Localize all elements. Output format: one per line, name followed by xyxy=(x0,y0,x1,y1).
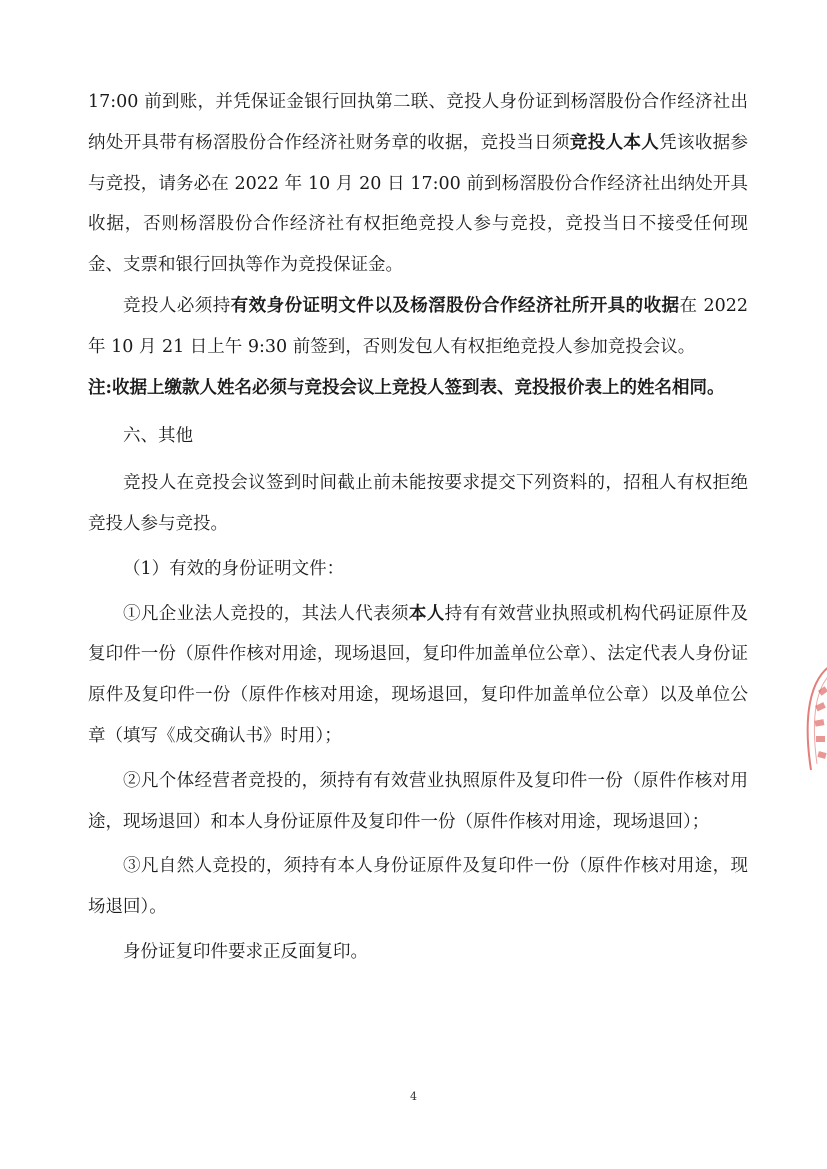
item-individual-business: ②凡个体经营者竞投的，须持有有效营业执照原件及复印件一份（原件作核对用途，现场退回）和本人身份证原件及复印件一份（原件作核对用途，现场退回）； xyxy=(88,770,748,832)
note-paragraph: 注:收据上缴款人姓名必须与竞投会议上竞投人签到表、竞投报价表上的姓名相同。 xyxy=(88,377,725,398)
deposit-bold-text: 竞投人本人 xyxy=(569,132,660,153)
enterprise-text-b: 持有有效营业执照或机构代码证原件及复印件一份（原件作核对用途，现场退回，复印件加盖单位公章）、法定代表人身份证原件及复印件一份（原件作核对用途，现场退回，复印件加盖单位公章）以及单位公章（填写《成交确认书》时用）； xyxy=(88,603,749,746)
deposit-text-a: 17:00 前到账，并凭保证金银行回执第二联、竞投人身份证到杨滘股份合作经济社出纳处开具带有杨滘股份合作经济社财务章的收据，竞投当日须 xyxy=(88,92,748,153)
signin-text-a: 竞投人必须持 xyxy=(123,295,231,316)
item-enterprise xyxy=(88,594,748,757)
deposit-text-b: 凭该收据参与竞投，请务必在 2022 年 10 月 20 日 17:00 前到杨滘股份合作经济社出纳处开具收据，否则杨滘股份合作经济社有权拒绝竞投人参与竞投，竞投当日不接受任何现金、支票和银行回执等作为竞投保证金。 xyxy=(88,132,749,276)
closing-paragraph: 身份证复印件要求正反面复印。 xyxy=(123,941,368,962)
signin-text-b: 在 2022 年 10 月 21 日上午 9:30 前签到，否则发包人有权拒绝竞投人参加竞投会议。 xyxy=(88,295,749,357)
document-body xyxy=(88,82,748,973)
paragraph-deposit xyxy=(88,82,748,286)
seal-stamp-fragment xyxy=(799,658,827,778)
item-natural-person: ③凡自然人竞投的，须持有本人身份证原件及复印件一份（原件作核对用途，现场退回）。 xyxy=(88,856,748,918)
paragraph-signin xyxy=(88,286,748,368)
enterprise-bold-text: 本人 xyxy=(408,603,445,624)
page-number: 4 xyxy=(410,1090,417,1103)
paragraph-requirements: 竞投人在竞投会议签到时间截止前未能按要求提交下列资料的，招租人有权拒绝竞投人参与竞投。 xyxy=(88,473,748,534)
signin-bold-text: 有效身份证明文件以及杨滘股份合作经济社所开具的收据 xyxy=(230,295,680,316)
item-heading: （1）有效的身份证明文件： xyxy=(123,558,345,579)
section-heading: 六、其他 xyxy=(123,426,193,447)
enterprise-text-a: ①凡企业法人竞投的，其法人代表须 xyxy=(123,603,409,624)
